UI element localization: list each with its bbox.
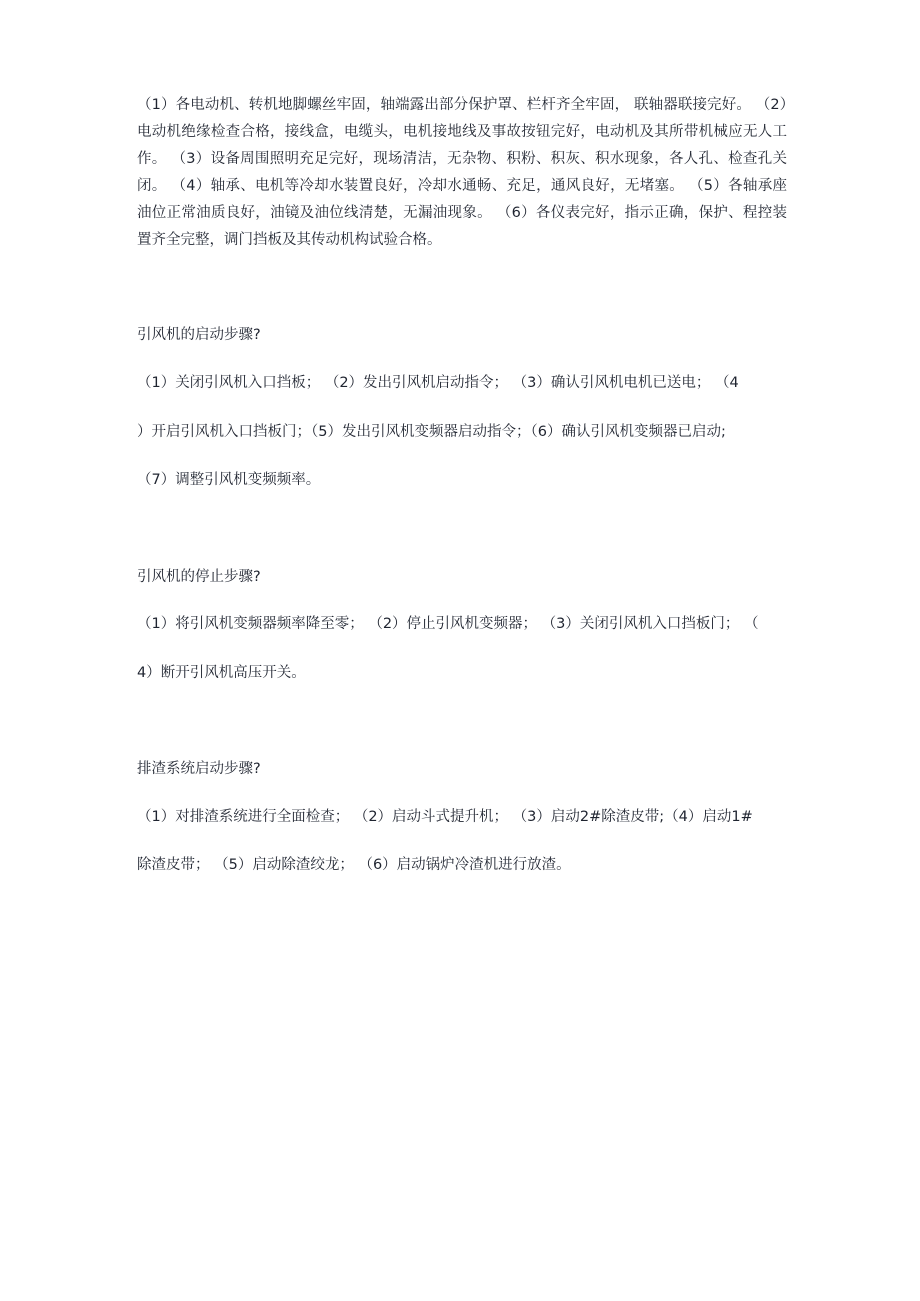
- step-line: ）开启引风机入口挡板门；（5）发出引风机变频器启动指令；（6）确认引风机变频器已启动;: [137, 424, 726, 440]
- intro-item: （1）各电动机、转机地脚螺丝牢固，轴端露出部分保护罩、栏杆齐全牢固， 联轴器联接完好。: [137, 97, 751, 113]
- section-heading: 引风机的停止步骤?: [137, 569, 261, 585]
- step-line: （1）将引风机变频器频率降至零； （2）停止引风机变频器； （3）关闭引风机入口挡板门； （: [137, 616, 759, 632]
- intro-item: （3）设备周围照明充足完好，现场清洁，无杂物、积粉、积灰、积水现象，各人孔、检查孔关闭。: [137, 151, 787, 194]
- section-heading: 排渣系统启动步骤?: [137, 761, 261, 777]
- section-heading: 引风机的启动步骤?: [137, 327, 261, 343]
- intro-item: （2）电动机绝缘检查合格，接线盒，电缆头，电机接地线及事故按钮完好，电动机及其所带机械应无人工作。: [137, 97, 787, 167]
- intro-item: （6）各仪表完好，指示正确，保护、程控装置齐全完整，调门挡板及其传动机构试验合格。: [137, 205, 788, 248]
- step-line: 4）断开引风机高压开关。: [137, 665, 306, 681]
- intro-item: （5）各轴承座油位正常油质良好，油镜及油位线清楚，无漏油现象。: [137, 178, 787, 221]
- step-line: （1）对排渣系统进行全面检查； （2）启动斗式提升机； （3）启动2#除渣皮带;（4）启动1#: [137, 809, 753, 825]
- step-line: （7）调整引风机变频频率。: [137, 472, 321, 488]
- intro-item: （4）轴承、电机等冷却水装置良好，冷却水通畅、充足，通风良好，无堵塞。: [171, 178, 685, 194]
- step-line: （1）关闭引风机入口挡板； （2）发出引风机启动指令； （3）确认引风机电机已送电； （4: [137, 375, 739, 391]
- step-line: 除渣皮带； （5）启动除渣绞龙； （6）启动锅炉冷渣机进行放渣。: [137, 857, 571, 873]
- intro-paragraph: [137, 92, 787, 254]
